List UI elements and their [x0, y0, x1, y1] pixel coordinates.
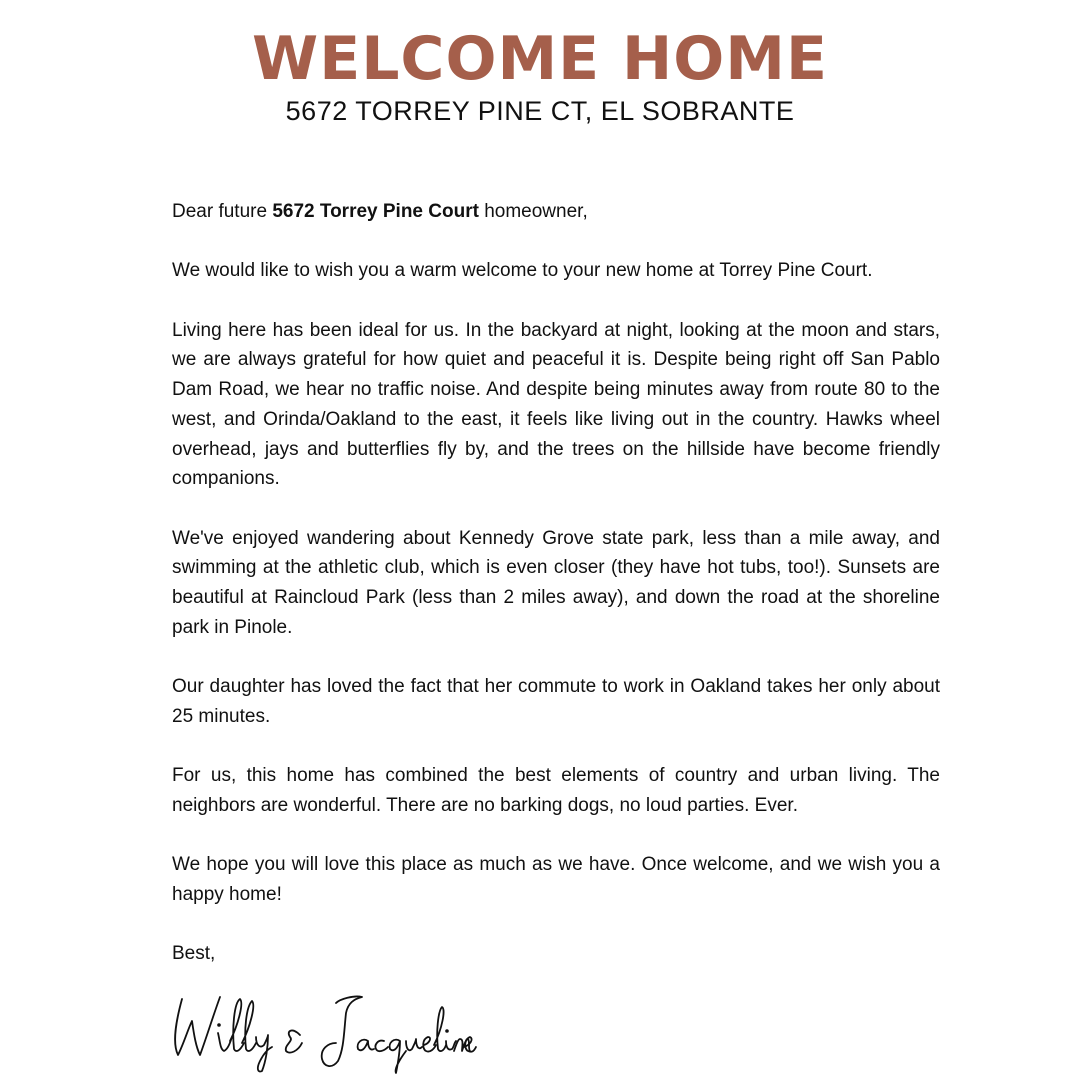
closing: Best,: [172, 943, 216, 965]
paragraph-neighbors: For us, this home has combined the best elements of country and urban living. The neighbors are wonderful. There are no barking dogs, no loud parties. Ever.: [172, 765, 940, 816]
salutation-suffix: homeowner,: [478, 201, 588, 222]
signature: [168, 985, 478, 1075]
paragraph-commute: Our daughter has loved the fact that her commute to work in Oakland takes her only about 25 minutes.: [172, 676, 940, 727]
paragraph-living-here: Living here has been ideal for us. In the backyard at night, looking at the moon and stars, we are always grateful for how quiet and peaceful it is. Despite being right off San Pablo Dam Road, we hear no traffic noise. And despite being minutes away from route 80 to the west, and Orinda/Oakland to the east, it feels like living out in the country. Hawks wheel overhead, jays and butterflies fly by, and the trees on the hillside have become friendly companions.: [172, 319, 940, 490]
property-address: 5672 TORREY PINE CT, EL SOBRANTE: [285, 96, 795, 126]
salutation-address: 5672 Torrey Pine Court: [272, 201, 479, 222]
letter-body: [172, 197, 940, 999]
salutation: [172, 197, 940, 227]
salutation-prefix: Dear future: [172, 201, 273, 222]
paragraph-closing-wish: We hope you will love this place as much as we have. Once welcome, and we wish you a happy home!: [172, 854, 940, 906]
paragraph-parks: We've enjoyed wandering about Kennedy Grove state park, less than a mile away, and swimming at the athletic club, which is even closer (they have hot tubs, too!). Sunsets are beautiful at Raincloud Park (less than 2 miles away), and down the road at the shoreline park in Pinole.: [172, 527, 940, 638]
page-title: WELCOME HOME: [252, 24, 828, 94]
paragraph-welcome: We would like to wish you a warm welcome to your new home at Torrey Pine Court.: [172, 260, 873, 282]
